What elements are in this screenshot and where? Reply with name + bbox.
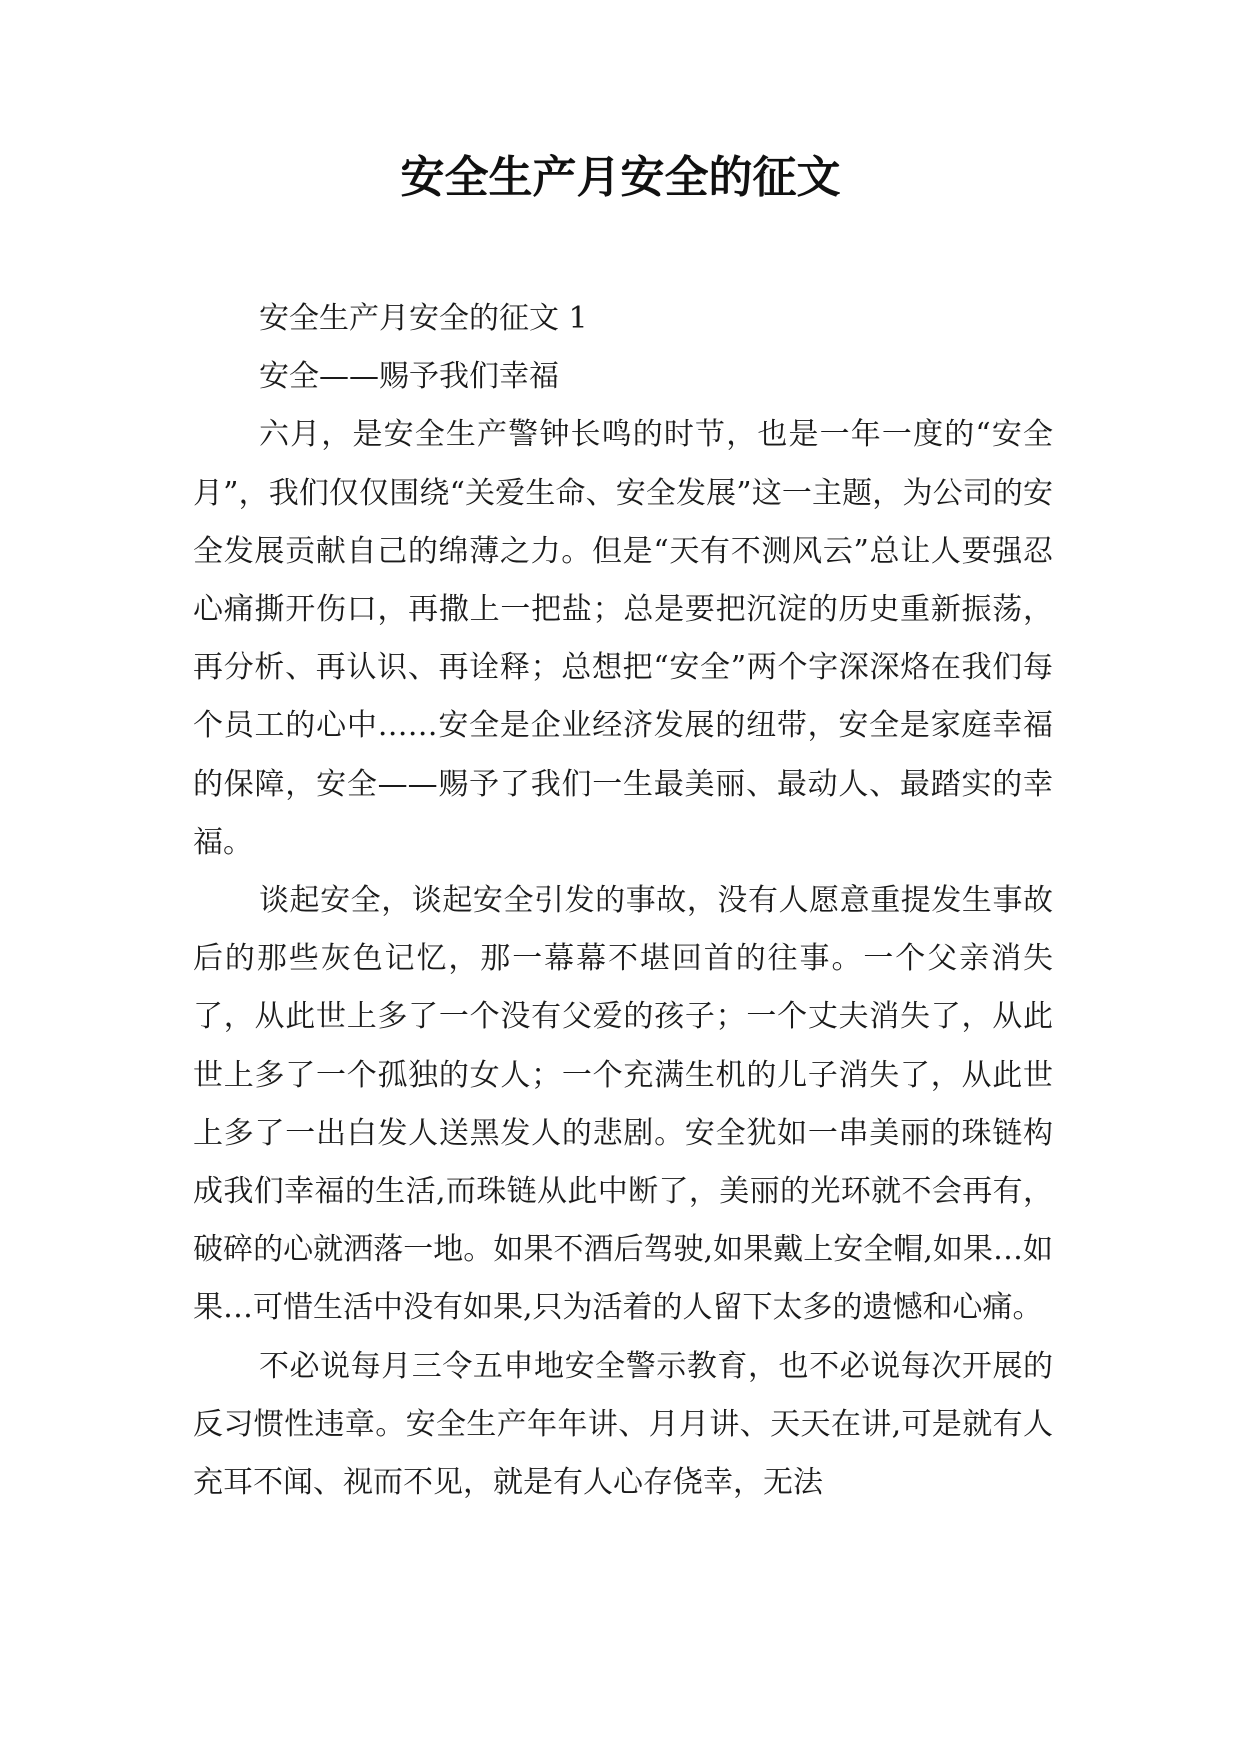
document-title: 安全生产月安全的征文 xyxy=(400,152,841,203)
essay-subtitle: 安全——赐予我们幸福 xyxy=(259,359,559,395)
body-paragraph: 六月，是安全生产警钟长鸣的时节，也是一年一度的“安全月”，我们仅仅围绕“关爱生命、安全发展”这一主题，为公司的安全发展贡献自己的绵薄之力。但是“天有不测风云”总让人要强忍心痛撕开伤口，再撒上一把盐；总是要把沉淀的历史重新振荡，再分析、再认识、再诠释；总想把“安全”两个字深深烙在我们每个员工的心中……安全是企业经济发展的纽带，安全是家庭幸福的保障，安全——赐予了我们一生最美丽、最动人、最踏实的幸福。 xyxy=(193,417,1053,860)
document-body xyxy=(193,290,1053,1512)
section-heading: 安全生产月安全的征文 1 xyxy=(259,301,588,336)
body-paragraph: 谈起安全，谈起安全引发的事故，没有人愿意重提发生事故后的那些灰色记忆，那一幕幕不堪回首的往事。一个父亲消失了，从此世上多了一个没有父爱的孩子；一个丈夫消失了，从此世上多了一个孤独的女人；一个充满生机的儿子消失了，从此世上多了一出白发人送黑发人的悲剧。安全犹如一串美丽的珠链构成我们幸福的生活,而珠链从此中断了，美丽的光环就不会再有，破碎的心就洒落一地。如果不酒后驾驶,如果戴上安全帽,如果…如果…可惜生活中没有如果,只为活着的人留下太多的遗憾和心痛。 xyxy=(193,883,1053,1326)
body-paragraph: 不必说每月三令五申地安全警示教育，也不必说每次开展的反习惯性违章。安全生产年年讲、月月讲、天天在讲,可是就有人充耳不闻、视而不见，就是有人心存侥幸，无法 xyxy=(193,1348,1053,1501)
